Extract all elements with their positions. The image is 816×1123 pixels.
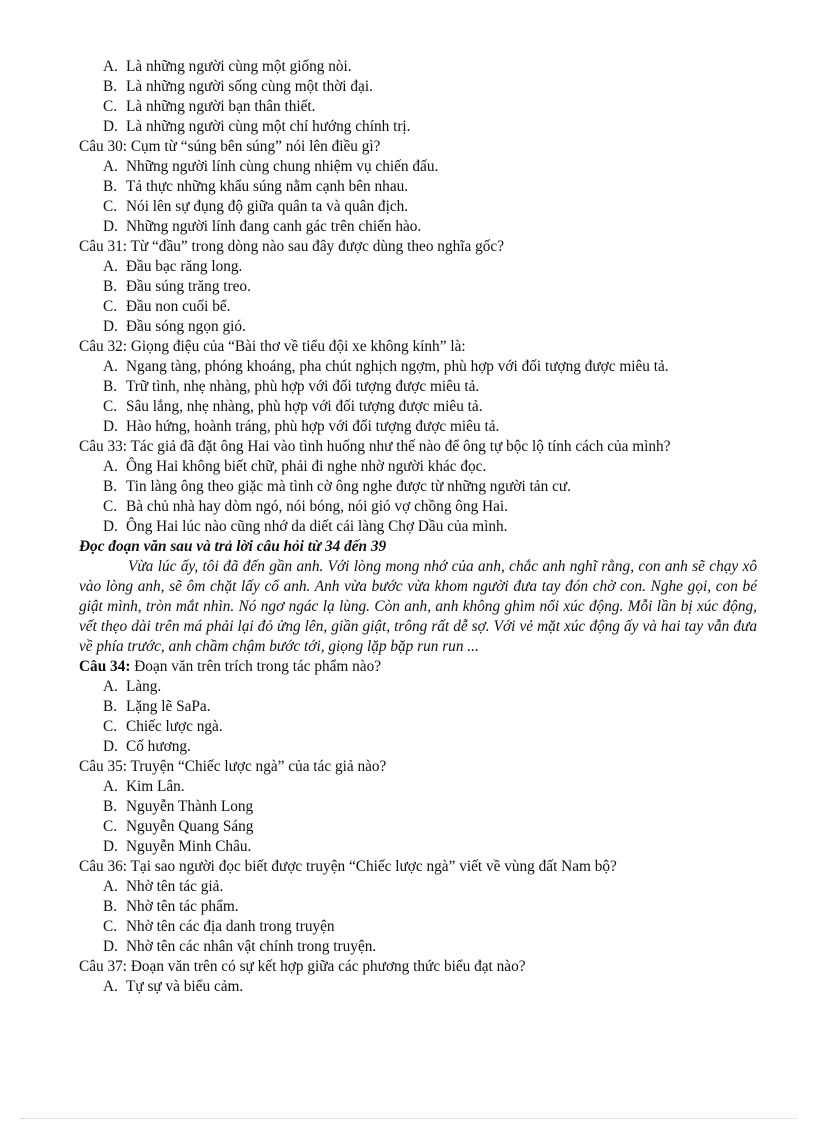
question-label: Câu 31: Từ “đầu” trong dòng nào sau đây được dùng theo nghĩa gốc? bbox=[79, 238, 504, 255]
answer-option bbox=[79, 57, 757, 77]
option-text: Ông Hai lúc nào cũng nhớ da diết cái làng Chợ Dầu của mình. bbox=[126, 518, 508, 535]
question-label: Câu 37: Đoạn văn trên có sự kết hợp giữa các phương thức biểu đạt nào? bbox=[79, 958, 526, 975]
answer-option bbox=[79, 977, 757, 997]
answer-option bbox=[79, 677, 757, 697]
option-letter: D. bbox=[103, 838, 118, 855]
option-letter: D. bbox=[103, 318, 118, 335]
option-text: Là những người sống cùng một thời đại. bbox=[126, 78, 373, 95]
question-number: Câu 34: bbox=[79, 658, 131, 675]
option-letter: A. bbox=[103, 58, 118, 75]
option-letter: B. bbox=[103, 178, 118, 195]
option-letter: C. bbox=[103, 298, 118, 315]
question-label: Câu 35: Truyện “Chiếc lược ngà” của tác giả nào? bbox=[79, 758, 387, 775]
option-text: Nguyễn Thành Long bbox=[126, 798, 254, 815]
option-text: Sâu lắng, nhẹ nhàng, phù hợp với đối tượng được miêu tả. bbox=[126, 398, 483, 415]
option-letter: A. bbox=[103, 258, 118, 275]
option-letter: A. bbox=[103, 358, 118, 375]
option-letter: C. bbox=[103, 918, 118, 935]
option-text: Hào hứng, hoành tráng, phù hợp với đối tượng được miêu tả. bbox=[126, 418, 500, 435]
option-letter: A. bbox=[103, 978, 118, 995]
option-text: Nguyễn Quang Sáng bbox=[126, 818, 254, 835]
option-letter: B. bbox=[103, 278, 118, 295]
option-text: Trữ tình, nhẹ nhàng, phù hợp với đối tượng được miêu tả. bbox=[126, 378, 480, 395]
option-letter: A. bbox=[103, 678, 118, 695]
option-text: Là những người bạn thân thiết. bbox=[126, 98, 316, 115]
option-text: Nhờ tên các địa danh trong truyện bbox=[126, 918, 335, 935]
question-label: Câu 30: Cụm từ “súng bên súng” nói lên điều gì? bbox=[79, 138, 381, 155]
answer-option bbox=[79, 717, 757, 737]
option-letter: D. bbox=[103, 118, 118, 135]
question-34 bbox=[79, 657, 757, 757]
option-text: Đầu non cuối bể. bbox=[126, 298, 231, 315]
q29-options bbox=[79, 57, 757, 137]
answer-option bbox=[79, 457, 757, 477]
answer-option bbox=[79, 497, 757, 517]
option-text: Nhờ tên tác phẩm. bbox=[126, 898, 239, 915]
answer-option bbox=[79, 797, 757, 817]
question-label bbox=[79, 657, 757, 677]
question-31 bbox=[79, 237, 757, 337]
option-letter: A. bbox=[103, 458, 118, 475]
option-text: Nhờ tên tác giả. bbox=[126, 878, 224, 895]
answer-option bbox=[79, 837, 757, 857]
option-text: Chiếc lược ngà. bbox=[126, 718, 223, 735]
option-text: Những người lính đang canh gác trên chiến hào. bbox=[126, 218, 422, 235]
option-letter: D. bbox=[103, 518, 118, 535]
option-text: Tự sự và biểu cảm. bbox=[126, 978, 244, 995]
answer-option bbox=[79, 397, 757, 417]
option-letter: D. bbox=[103, 418, 118, 435]
document-content bbox=[79, 57, 757, 997]
option-letter: B. bbox=[103, 78, 118, 95]
question-label: Câu 33: Tác giả đã đặt ông Hai vào tình huống như thế nào để ông tự bộc lộ tính cách của mình? bbox=[79, 438, 671, 455]
option-text: Đầu bạc răng long. bbox=[126, 258, 243, 275]
answer-option bbox=[79, 877, 757, 897]
option-letter: C. bbox=[103, 398, 118, 415]
option-letter: B. bbox=[103, 378, 118, 395]
question-33 bbox=[79, 437, 757, 537]
question-label: Câu 32: Giọng điệu của “Bài thơ về tiểu đội xe không kính” là: bbox=[79, 338, 466, 355]
answer-option bbox=[79, 277, 757, 297]
option-text: Tin làng ông theo giặc mà tình cờ ông nghe được từ những người tản cư. bbox=[126, 478, 571, 495]
answer-option bbox=[79, 737, 757, 757]
answer-option bbox=[79, 77, 757, 97]
answer-option bbox=[79, 117, 757, 137]
answer-option bbox=[79, 97, 757, 117]
answer-option bbox=[79, 417, 757, 437]
reading-passage: Vừa lúc ấy, tôi đã đến gần anh. Với lòng mong nhớ của anh, chắc anh nghĩ rằng, con anh sẽ chạy xô vào lòng anh, sẽ ôm chặt lấy cổ anh. Anh vừa bước vừa khom người đưa tay đón chờ con. Nghe gọi, con bé giật mình, tròn mắt nhìn. Nó ngơ ngác lạ lùng. Còn anh, anh không ghìm nổi xúc động. Mỗi lần bị xúc động, vết thẹo dài trên má phải lại đỏ ửng lên, giần giật, trông rất dễ sợ. Với vẻ mặt xúc động ấy và hai tay vẫn đưa về phía trước, anh chầm chậm bước tới, giọng lặp bặp run run ... bbox=[79, 558, 757, 655]
option-text: Lặng lẽ SaPa. bbox=[126, 698, 211, 715]
answer-option bbox=[79, 297, 757, 317]
page-bottom-rule bbox=[20, 1118, 796, 1119]
option-text: Đầu súng trăng treo. bbox=[126, 278, 251, 295]
option-letter: D. bbox=[103, 938, 118, 955]
option-letter: B. bbox=[103, 898, 118, 915]
question-37 bbox=[79, 957, 757, 997]
option-text: Là những người cùng một giống nòi. bbox=[126, 58, 352, 75]
option-text: Nhờ tên các nhân vật chính trong truyện. bbox=[126, 938, 377, 955]
question-32 bbox=[79, 337, 757, 437]
answer-option bbox=[79, 357, 757, 377]
answer-option bbox=[79, 197, 757, 217]
option-text: Đầu sóng ngọn gió. bbox=[126, 318, 246, 335]
question-35 bbox=[79, 757, 757, 857]
option-text: Nói lên sự đụng độ giữa quân ta và quân địch. bbox=[126, 198, 409, 215]
answer-option bbox=[79, 177, 757, 197]
option-text: Kim Lân. bbox=[126, 778, 185, 795]
question-text: Đoạn văn trên trích trong tác phẩm nào? bbox=[130, 658, 382, 675]
option-text: Ông Hai không biết chữ, phải đi nghe nhờ người khác đọc. bbox=[126, 458, 487, 475]
answer-option bbox=[79, 317, 757, 337]
option-letter: D. bbox=[103, 218, 118, 235]
answer-option bbox=[79, 257, 757, 277]
option-letter: B. bbox=[103, 698, 118, 715]
option-letter: B. bbox=[103, 478, 118, 495]
option-text: Nguyễn Minh Châu. bbox=[126, 838, 252, 855]
option-letter: D. bbox=[103, 738, 118, 755]
answer-option bbox=[79, 937, 757, 957]
option-letter: C. bbox=[103, 718, 118, 735]
question-36 bbox=[79, 857, 757, 957]
question-30 bbox=[79, 137, 757, 237]
option-letter: A. bbox=[103, 878, 118, 895]
option-letter: A. bbox=[103, 158, 118, 175]
option-text: Cố hương. bbox=[126, 738, 191, 755]
option-letter: C. bbox=[103, 818, 118, 835]
option-text: Ngang tàng, phóng khoáng, pha chút nghịch ngợm, phù hợp với đối tượng được miêu tả. bbox=[126, 358, 669, 375]
answer-option bbox=[79, 517, 757, 537]
question-label: Câu 36: Tại sao người đọc biết được truyện “Chiếc lược ngà” viết về vùng đất Nam bộ? bbox=[79, 858, 617, 875]
option-text: Làng. bbox=[126, 678, 162, 695]
option-text: Bà chủ nhà hay dòm ngó, nói bóng, nói gió vợ chồng ông Hai. bbox=[126, 498, 508, 515]
option-letter: C. bbox=[103, 498, 118, 515]
answer-option bbox=[79, 477, 757, 497]
answer-option bbox=[79, 697, 757, 717]
answer-option bbox=[79, 777, 757, 797]
option-text: Tả thực những khẩu súng nằm cạnh bên nhau. bbox=[126, 178, 409, 195]
answer-option bbox=[79, 157, 757, 177]
answer-option bbox=[79, 917, 757, 937]
option-letter: A. bbox=[103, 778, 118, 795]
answer-option bbox=[79, 817, 757, 837]
option-text: Những người lính cùng chung nhiệm vụ chiến đấu. bbox=[126, 158, 439, 175]
option-text: Là những người cùng một chí hướng chính trị. bbox=[126, 118, 411, 135]
answer-option bbox=[79, 897, 757, 917]
option-letter: C. bbox=[103, 198, 118, 215]
reading-heading: Đọc đoạn văn sau và trả lời câu hỏi từ 34 đến 39 bbox=[79, 538, 387, 555]
option-letter: C. bbox=[103, 98, 118, 115]
answer-option bbox=[79, 377, 757, 397]
option-letter: B. bbox=[103, 798, 118, 815]
answer-option bbox=[79, 217, 757, 237]
